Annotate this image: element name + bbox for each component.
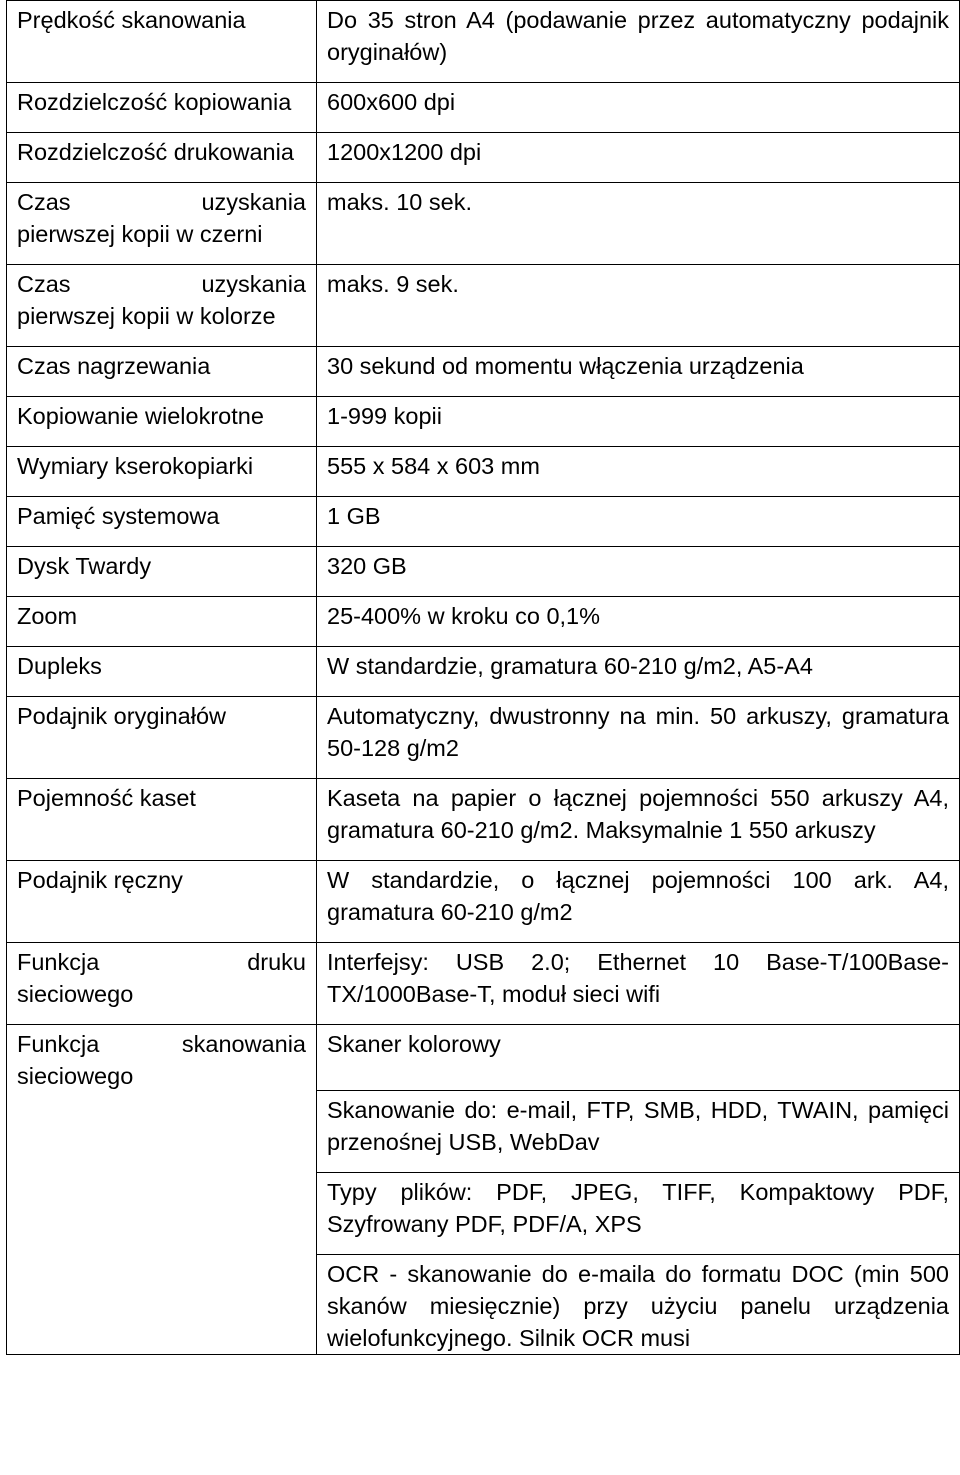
spec-label: Zoom [7,597,317,647]
spec-value: 25-400% w kroku co 0,1% [317,597,960,647]
spec-value: 30 sekund od momentu włączenia urządzenia [317,347,960,397]
table-row [7,1,960,83]
table-row [7,597,960,647]
spec-value: Interfejsy: USB 2.0; Ethernet 10 Base-T/100Base-TX/1000Base-T, moduł sieci wifi [317,943,960,1025]
spec-label [7,943,317,1025]
spec-label [7,183,317,265]
spec-label: Podajnik oryginałów [7,697,317,779]
table-row [7,861,960,943]
table-row [7,265,960,347]
spec-label-line: sieciowego [17,1063,134,1089]
spec-label: Czas nagrzewania [7,347,317,397]
spec-value: Skanowanie do: e-mail, FTP, SMB, HDD, TWAIN, pamięci przenośnej USB, WebDav [317,1091,960,1173]
spec-value: W standardzie, o łącznej pojemności 100 ark. A4, gramatura 60-210 g/m2 [317,861,960,943]
spec-label: Rozdzielczość drukowania [7,133,317,183]
spec-value: Skaner kolorowy [317,1025,960,1091]
spec-value: maks. 9 sek. [317,265,960,347]
spec-label: Dysk Twardy [7,547,317,597]
spec-value: maks. 10 sek. [317,183,960,265]
table-row [7,497,960,547]
spec-label-line: Funkcja skanowania [17,1031,306,1057]
specification-table [6,0,960,1355]
spec-value: Do 35 stron A4 (podawanie przez automatyczny podajnik oryginałów) [317,1,960,83]
spec-label [7,1025,317,1355]
spec-label: Pamięć systemowa [7,497,317,547]
spec-label-line: pierwszej kopii w czerni [17,221,263,247]
table-row [7,697,960,779]
spec-value: Kaseta na papier o łącznej pojemności 550 arkuszy A4, gramatura 60-210 g/m2. Maksymalnie 1 550 arkuszy [317,779,960,861]
table-row [7,397,960,447]
spec-value: W standardzie, gramatura 60-210 g/m2, A5-A4 [317,647,960,697]
spec-value: 600x600 dpi [317,83,960,133]
spec-label: Pojemność kaset [7,779,317,861]
table-row [7,447,960,497]
spec-value: 1-999 kopii [317,397,960,447]
spec-label: Dupleks [7,647,317,697]
table-row [7,647,960,697]
spec-label-line: Czas uzyskania [17,189,306,215]
table-row [7,133,960,183]
spec-label-line: Funkcja druku [17,949,306,975]
spec-label [7,265,317,347]
spec-label: Kopiowanie wielokrotne [7,397,317,447]
table-row [7,83,960,133]
table-row [7,779,960,861]
spec-value: 1200x1200 dpi [317,133,960,183]
spec-value: 1 GB [317,497,960,547]
spec-label-line: Czas uzyskania [17,271,306,297]
spec-value: OCR - skanowanie do e-maila do formatu DOC (min 500 skanów miesięcznie) przy użyciu panelu urządzenia wielofunkcyjnego. Silnik OCR musi [317,1255,960,1355]
spec-label-line: sieciowego [17,981,134,1007]
table-row [7,547,960,597]
table-row [7,183,960,265]
spec-label-line: pierwszej kopii w kolorze [17,303,276,329]
spec-label: Wymiary kserokopiarki [7,447,317,497]
spec-value: 555 x 584 x 603 mm [317,447,960,497]
spec-value: 320 GB [317,547,960,597]
spec-label: Podajnik ręczny [7,861,317,943]
spec-label: Rozdzielczość kopiowania [7,83,317,133]
table-row [7,347,960,397]
table-row [7,943,960,1025]
spec-value: Typy plików: PDF, JPEG, TIFF, Kompaktowy PDF, Szyfrowany PDF, PDF/A, XPS [317,1173,960,1255]
spec-value: Automatyczny, dwustronny na min. 50 arkuszy, gramatura 50-128 g/m2 [317,697,960,779]
table-row [7,1025,960,1091]
spec-label: Prędkość skanowania [7,1,317,83]
